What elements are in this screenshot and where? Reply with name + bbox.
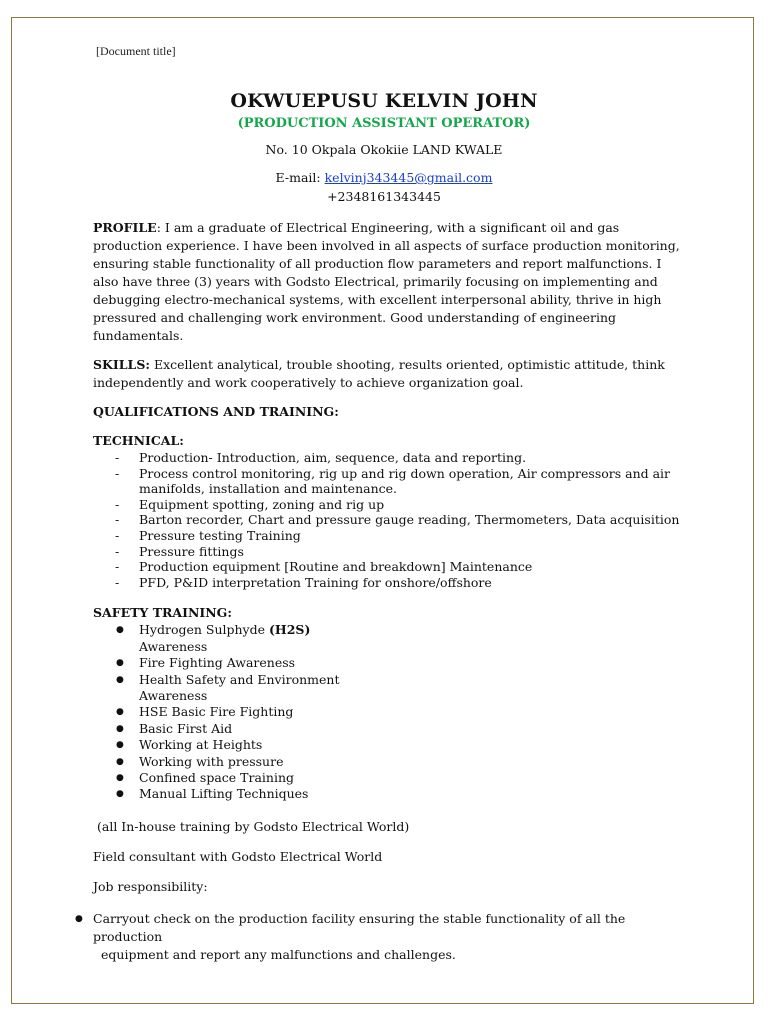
- resume-body: [93, 219, 683, 964]
- list-item: - Pressure fittings: [93, 544, 683, 560]
- candidate-name: OKWUEPUSU KELVIN JOHN: [230, 90, 538, 112]
- document-title-placeholder[interactable]: [Document title]: [96, 44, 176, 58]
- email-line: [0, 170, 768, 185]
- safety-heading: SAFETY TRAINING:: [93, 605, 232, 621]
- list-item: ● Fire Fighting Awareness: [93, 655, 343, 671]
- qualifications-heading: QUALIFICATIONS AND TRAINING:: [93, 404, 339, 419]
- list-item: ● Health Safety and Environment Awareness: [93, 672, 343, 705]
- phone-number: +2348161343445: [327, 189, 441, 204]
- list-item: ● Confined space Training: [93, 770, 343, 786]
- responsibility-list: [75, 910, 675, 964]
- list-item: - Production- Introduction, aim, sequence, data and reporting.: [93, 450, 683, 466]
- candidate-role: (PRODUCTION ASSISTANT OPERATOR): [237, 116, 531, 131]
- skills-label: SKILLS:: [93, 357, 150, 372]
- profile-section: [93, 219, 683, 345]
- list-item: - Barton recorder, Chart and pressure gauge reading, Thermometers, Data acquisition: [93, 512, 683, 528]
- profile-label: PROFILE: [93, 220, 157, 235]
- list-item: ● Manual Lifting Techniques: [93, 786, 343, 802]
- list-item: - Equipment spotting, zoning and rig up: [93, 497, 683, 513]
- list-item: - Production equipment [Routine and breakdown] Maintenance: [93, 559, 683, 575]
- address-line: No. 10 Okpala Okokiie LAND KWALE: [265, 142, 503, 157]
- list-item: ● Basic First Aid: [93, 721, 343, 737]
- list-item: ● Working at Heights: [93, 737, 343, 753]
- email-link[interactable]: kelvinj343445@gmail.com: [324, 170, 493, 185]
- email-label: E-mail:: [275, 170, 325, 185]
- technical-heading: TECHNICAL:: [93, 433, 184, 448]
- job-responsibility-label: Job responsibility:: [93, 878, 208, 894]
- list-item: - PFD, P&ID interpretation Training for onshore/offshore: [93, 575, 683, 591]
- skills-section: [93, 356, 683, 392]
- list-item: ● Hydrogen Sulphyde (H2S) Awareness: [93, 622, 343, 655]
- inhouse-note: (all In-house training by Godsto Electrical World): [97, 818, 410, 834]
- technical-list: [93, 450, 683, 590]
- safety-list: [93, 622, 343, 802]
- list-item: ● Carryout check on the production facility ensuring the stable functionality of all the production equipment and report any malfunctions and challenges.: [75, 910, 675, 964]
- field-consultant: Field consultant with Godsto Electrical World: [93, 848, 383, 864]
- profile-text: : I am a graduate of Electrical Engineering, with a significant oil and gas production experience. I have been involved in all aspects of surface production monitoring, ensuring stable functionality of all production flow parameters and report malfunctions. I also have three (3) years with Godsto Electrical, primarily focusing on implementing and debugging electro-mechanical systems, with excellent interpersonal ability, thrive in high pressured and challenging work environment. Good understanding of engineering fundamentals.: [93, 220, 680, 343]
- list-item: - Pressure testing Training: [93, 528, 683, 544]
- list-item: ● Working with pressure: [93, 754, 343, 770]
- list-item: ● HSE Basic Fire Fighting: [93, 704, 343, 720]
- list-item: - Process control monitoring, rig up and rig down operation, Air compressors and air manifolds, installation and maintenance.: [93, 466, 683, 497]
- skills-text: Excellent analytical, trouble shooting, results oriented, optimistic attitude, think independently and work cooperatively to achieve organization goal.: [93, 357, 665, 390]
